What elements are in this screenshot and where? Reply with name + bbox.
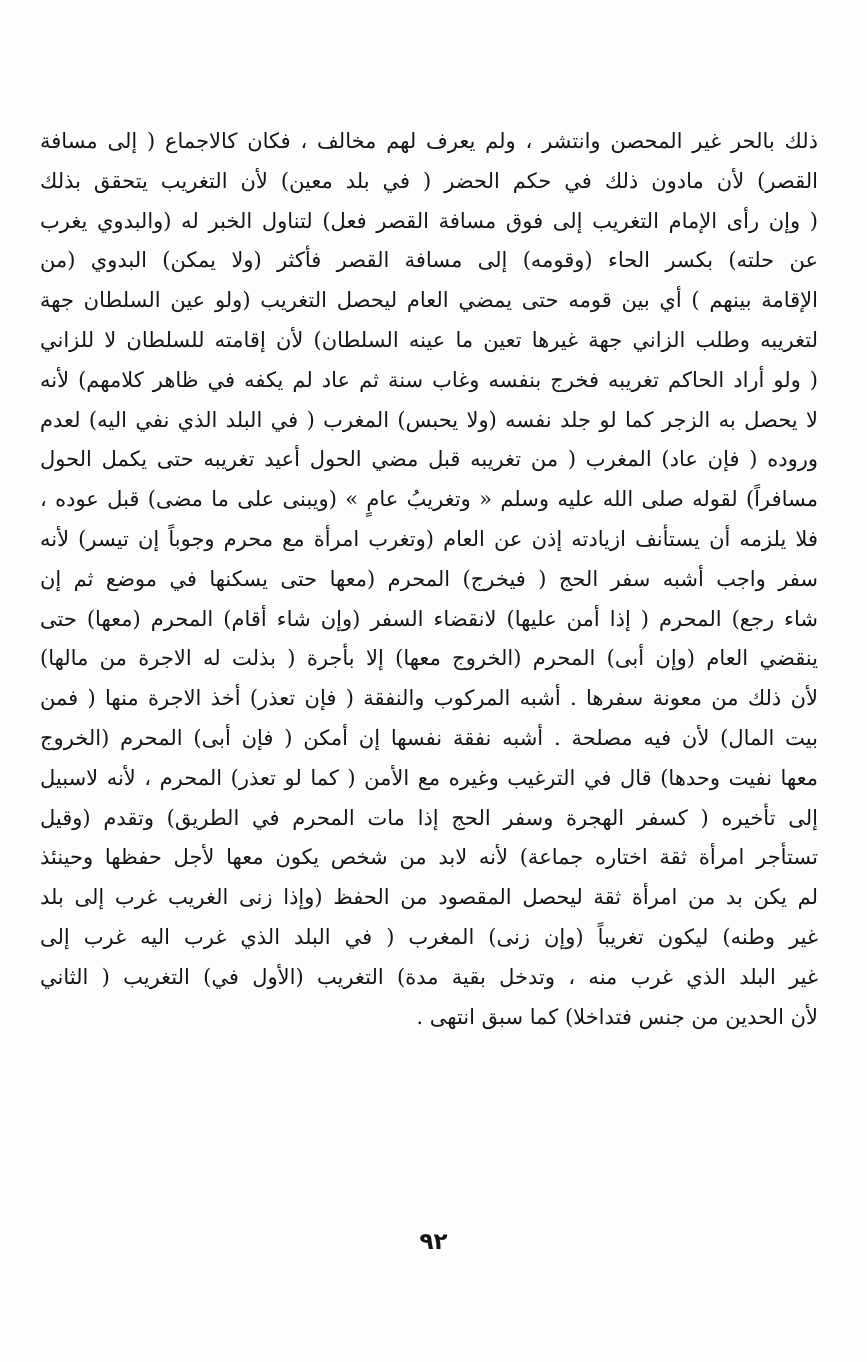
text-line-2: القصر) لأن مادون ذلك في حكم الحضر ( في بلد معين) لأن التغريب يتحقق بذلك: [40, 168, 818, 193]
text-line-11: فلا يلزمه أن يستأنف ازيادته إذن عن العام (وتغرب امرأة مع محرم وجوباً إن تيسر) لأنه: [40, 526, 818, 551]
text-line-20: لم يكن بد من امرأة ثقة ليحصل المقصود من الحفظ (وإذا زنى الغريب غرب إلى بلد: [40, 885, 818, 910]
text-line-3: ( وإن رأى الإمام التغريب إلى فوق مسافة القصر فعل) لتناول الخبر له (والبدوي يغرب: [40, 208, 818, 233]
text-line-15: لأن ذلك من معونة سفرها . أشبه المركوب والنفقة ( فإن تعذر) أخذ الاجرة منها ( فمن: [40, 686, 818, 711]
text-line-6: لتغريبه وطلب الزاني جهة غيرها تعين ما عينه السلطان) لأن إقامته للسلطان لا للزاني: [40, 327, 818, 352]
text-line-12: سفر واجب أشبه سفر الحج ( فيخرج) المحرم (معها حتى يسكنها في موضع ثم إن: [40, 566, 818, 591]
text-line-9: وروده ( فإن عاد) المغرب ( من تغريبه قبل مضي الحول أعيد تغريبه حتى يكمل الحول: [40, 447, 818, 472]
text-line-8: لا يحصل به الزجر كما لو جلد نفسه (ولا يحبس) المغرب ( في البلد الذي نفي اليه) لعدم: [40, 407, 818, 432]
text-line-16: بيت المال) لأن فيه مصلحة . أشبه نفقة نفسها إن أمكن ( فإن أبى) المحرم (الخروج: [40, 725, 818, 750]
text-line-22: غير البلد الذي غرب منه ، وتدخل بقية مدة) التغريب (الأول في) التغريب ( الثاني: [40, 964, 818, 989]
page-number: ٩٢: [419, 1229, 448, 1255]
text-line-4: عن حلته) بكسر الحاء (وقومه) إلى مسافة القصر فأكثر (ولا يمكن) البدوي (من: [40, 248, 818, 273]
body-text: [40, 122, 818, 1037]
text-line-19: تستأجر امرأة ثقة اختاره جماعة) لأنه لابد من شخص يكون معها لأجل حفظها وحينئذ: [40, 845, 818, 870]
text-line-10: مسافراً) لقوله صلى الله عليه وسلم « وتغريبُ عامٍ » (ويبنى على ما مضى) قبل عوده ،: [40, 487, 818, 512]
text-line-14: ينقضي العام (وإن أبى) المحرم (الخروج معها) إلا بأجرة ( بذلت له الاجرة من مالها): [40, 646, 818, 671]
text-line-13: شاء رجع) المحرم ( إذا أمن عليها) لانقضاء السفر (وإن شاء أقام) المحرم (معها) حتى: [40, 606, 818, 631]
text-line-1: ذلك بالحر غير المحصن وانتشر ، ولم يعرف لهم مخالف ، فكان كالاجماع ( إلى مسافة: [40, 129, 818, 153]
text-line-7: ( ولو أراد الحاكم تغريبه فخرج بنفسه وغاب سنة ثم عاد لم يكفه في ظاهر كلامهم) لأنه: [40, 367, 818, 392]
text-line-5: الإقامة بينهم ) أي بين قومه حتى يمضي العام ليحصل التغريب (ولو عين السلطان جهة: [40, 288, 818, 313]
text-line-23: لأن الحدين من جنس فتداخلا) كما سبق انتهى .: [416, 1004, 818, 1029]
text-line-18: إلى تأخيره ( كسفر الهجرة وسفر الحج إذا مات المحرم في الطريق) وتقدم (وقيل: [40, 805, 818, 830]
text-line-17: معها نفيت وحدها) قال في الترغيب وغيره مع الأمن ( كما لو تعذر) المحرم ، لأنه لاسبيل: [40, 765, 818, 790]
text-line-21: غير وطنه) ليكون تغريباً (وإن زنى) المغرب ( في البلد الذي غرب اليه غرب إلى: [40, 924, 818, 949]
